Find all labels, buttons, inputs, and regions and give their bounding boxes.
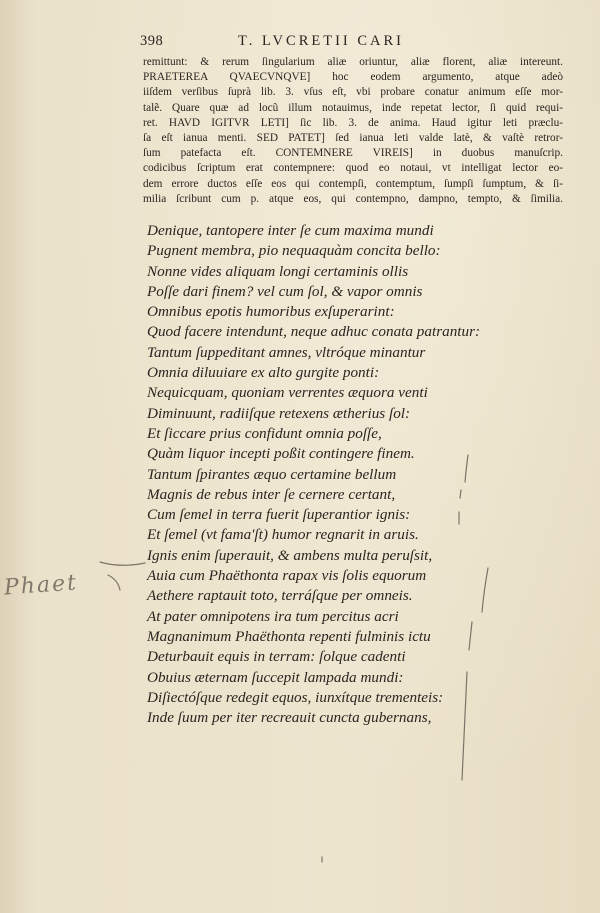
- running-title: T. LVCRETII CARI: [238, 33, 405, 49]
- commentary-line: ret. HAVD IGITVR LETI] ſic lib. 3. de anima. Haud igitur leti præclu-: [143, 116, 563, 129]
- verse-line: Auia cum Phaëthonta rapax vis ſolis equorum: [147, 567, 427, 585]
- commentary-line: iiſdem verſibus ſuprà lib. 3. vſus eſt, vbi probare conatur animum eſſe mor-: [143, 86, 563, 99]
- margin-line-mark: [100, 562, 145, 565]
- margin-line-mark: [469, 622, 472, 650]
- verse-line: Tantum ſuppeditant amnes, vltróque minantur: [147, 343, 426, 361]
- verse-line: Tantum ſpirantes æquo certamine bellum: [147, 465, 397, 483]
- verse-line: Omnia diluuiare ex alto gurgite ponti:: [147, 364, 380, 382]
- commentary-line: dem errore ductos eſſe eos qui contempſi, contemptum, ſumpſi ſumptum, & ſi-: [143, 177, 563, 190]
- commentary-line: remittunt: & rerum ſingularium aliæ oriuntur, aliæ florent, aliæ intereunt.: [143, 56, 563, 68]
- verse-line: At pater omnipotens ira tum percitus acri: [147, 607, 399, 625]
- commentary-line: ſa eſt ianua menti. SED PATET] ſed ianua leti valde latè, & vaſtè retror-: [143, 132, 563, 145]
- verse-line: Quàm liquor incepti poßit contingere finem.: [147, 445, 415, 463]
- verse-line: Denique, tantopere inter ſe cum maxima mundi: [147, 222, 434, 239]
- verse-line: Quod facere intendunt, neque adhuc conata patrantur:: [147, 323, 481, 341]
- verse-line: Cum ſemel in terra fuerit ſuperantior ignis:: [147, 506, 411, 524]
- commentary-line: PRAETEREA QVAECVNQVE] hoc eodem argumento, atque adeò: [143, 71, 563, 84]
- margin-line-mark: [462, 672, 467, 780]
- verse-line: Et ſemel (vt fama'ſt) humor regnarit in aruis.: [147, 526, 419, 544]
- margin-line-mark: [460, 490, 461, 498]
- verse-line: Obuius æternam ſuccepit lampada mundi:: [147, 668, 404, 686]
- verse-line: Poſſe dari finem? vel cum ſol, & vapor omnis: [147, 282, 423, 300]
- page-number: 398: [140, 33, 164, 49]
- commentary-line: talẽ. Quare quæ ad locũ illum notauimus, inde repetat lector, ſi quid requi-: [143, 101, 563, 114]
- margin-line-mark: [108, 575, 120, 590]
- verse-line: Deturbauit equis in terram: ſolque cadenti: [147, 648, 406, 666]
- verse-line: Ignis enim ſuperauit, & ambens multa peruſsit,: [147, 546, 433, 564]
- commentary-line: ſum patefacta eſt. CONTEMNERE VIREIS] in duobus manuſcrip.: [143, 147, 563, 160]
- verse-line: Inde ſuum per iter recreauit cuncta gubernans,: [147, 709, 432, 727]
- verse-line: Et ſiccare prius confidunt omnia poſſe,: [147, 424, 382, 442]
- verse-line: Diminuunt, radiiſque retexens ætherius ſol:: [147, 404, 411, 422]
- margin-line-mark: [465, 455, 468, 482]
- verse-line: Omnibus epotis humoribus exſuperarint:: [147, 303, 395, 321]
- margin-line-mark: [482, 568, 488, 612]
- verse-line: Nequicquam, quoniam verrentes æquora venti: [147, 384, 428, 402]
- verse-line: Pugnent membra, pio nequaquàm concita bello:: [147, 242, 441, 260]
- verse-line: Aethere raptauit toto, terráſque per omneis.: [147, 587, 413, 605]
- verse-line: Magnanimum Phaëthonta repenti fulminis ictu: [147, 627, 431, 645]
- commentary-line: milia ſcribunt cum p. atque eos, qui contempno, dampno, tempto, & ſimilia.: [143, 192, 563, 205]
- handwritten-margin-note: Phaet: [3, 570, 79, 601]
- verse-line: Nonne vides aliquam longi certaminis ollis: [147, 262, 409, 280]
- commentary-line: codicibus ſcriptum erat contempnere: quod eo notaui, vt intelligat lector eo-: [143, 162, 563, 175]
- verse-line: Magnis de rebus inter ſe cernere certant,: [147, 485, 396, 503]
- verse-line: Diſiectóſque redegit equos, iunxítque trementeis:: [147, 688, 444, 706]
